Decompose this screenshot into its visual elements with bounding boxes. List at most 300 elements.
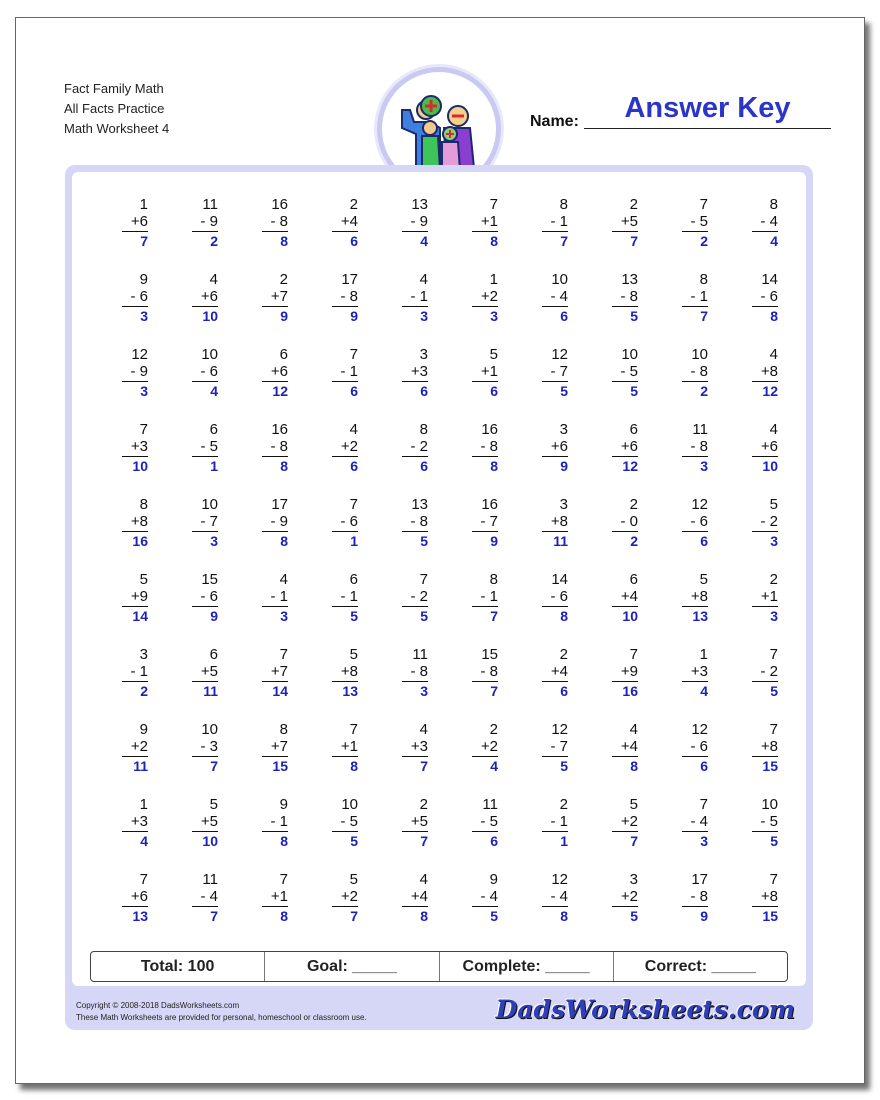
problem-item xyxy=(104,646,148,700)
problem-item xyxy=(594,646,638,700)
problem-operator-number: - 4 xyxy=(690,813,708,830)
brand-logo: DadsWorksheets.com xyxy=(495,995,795,1024)
problem-answer: 14 xyxy=(132,608,148,624)
problem-item xyxy=(384,796,428,850)
problem-operator-number: +8 xyxy=(550,513,568,530)
problem-operator-number: - 8 xyxy=(690,363,708,380)
problem-rule xyxy=(542,681,568,682)
problem-operator-number: - 3 xyxy=(200,738,218,755)
problem-answer: 7 xyxy=(350,908,358,924)
problem-item xyxy=(594,496,638,550)
problem-operator-number: - 4 xyxy=(550,888,568,905)
problem-operator-number: - 1 xyxy=(340,588,358,605)
problem-item xyxy=(174,346,218,400)
problem-rule xyxy=(192,831,218,832)
problem-item xyxy=(594,346,638,400)
problem-top-number: 5 xyxy=(349,871,358,888)
problem-item xyxy=(314,196,358,250)
problem-operator-number: - 6 xyxy=(760,288,778,305)
problem-answer: 3 xyxy=(490,308,498,324)
problem-operator-number: +3 xyxy=(690,663,708,680)
problem-operator-number: - 5 xyxy=(690,213,708,230)
problem-top-number: 16 xyxy=(481,421,498,438)
problem-rule xyxy=(472,606,498,607)
problem-answer: 3 xyxy=(420,683,428,699)
problem-answer: 2 xyxy=(700,233,708,249)
problem-operator-number: +2 xyxy=(130,738,148,755)
problem-top-number: 6 xyxy=(629,571,638,588)
problem-top-number: 16 xyxy=(271,196,288,213)
problem-item xyxy=(244,346,288,400)
problem-rule xyxy=(612,381,638,382)
problem-answer: 12 xyxy=(762,383,778,399)
problem-rule xyxy=(402,306,428,307)
problem-item xyxy=(104,271,148,325)
problem-item xyxy=(454,346,498,400)
problem-top-number: 12 xyxy=(691,721,708,738)
problem-item xyxy=(454,571,498,625)
problem-rule xyxy=(262,531,288,532)
problem-operator-number: - 4 xyxy=(480,888,498,905)
problem-rule xyxy=(402,381,428,382)
problem-item xyxy=(174,196,218,250)
problem-rule xyxy=(682,906,708,907)
totals-bar xyxy=(90,951,788,982)
problem-answer: 6 xyxy=(700,533,708,549)
problem-operator-number: - 6 xyxy=(200,588,218,605)
problem-answer: 8 xyxy=(630,758,638,774)
problem-top-number: 8 xyxy=(489,571,498,588)
problem-operator-number: +2 xyxy=(340,888,358,905)
problem-rule xyxy=(612,906,638,907)
problem-top-number: 1 xyxy=(139,196,148,213)
problem-top-number: 3 xyxy=(629,871,638,888)
problem-rule xyxy=(752,456,778,457)
problem-top-number: 15 xyxy=(481,646,498,663)
problem-operator-number: - 8 xyxy=(410,513,428,530)
problem-item xyxy=(174,646,218,700)
problem-top-number: 8 xyxy=(559,196,568,213)
problem-answer: 7 xyxy=(420,758,428,774)
problem-top-number: 2 xyxy=(769,571,778,588)
problem-item xyxy=(524,571,568,625)
problem-answer: 5 xyxy=(490,908,498,924)
problem-operator-number: +3 xyxy=(130,438,148,455)
problem-top-number: 2 xyxy=(419,796,428,813)
problem-operator-number: - 8 xyxy=(690,888,708,905)
problem-item xyxy=(454,646,498,700)
problem-item xyxy=(314,871,358,925)
problem-operator-number: +8 xyxy=(760,738,778,755)
problem-top-number: 4 xyxy=(419,871,428,888)
problem-top-number: 10 xyxy=(201,496,218,513)
problem-operator-number: - 5 xyxy=(480,813,498,830)
problem-top-number: 8 xyxy=(419,421,428,438)
problem-item xyxy=(244,796,288,850)
problem-operator-number: +6 xyxy=(200,288,218,305)
problem-rule xyxy=(542,531,568,532)
problem-operator-number: +2 xyxy=(480,738,498,755)
copyright-text: Copyright © 2008-2018 DadsWorksheets.com xyxy=(76,1001,240,1010)
problem-answer: 2 xyxy=(630,533,638,549)
problem-item xyxy=(594,271,638,325)
problem-answer: 16 xyxy=(622,683,638,699)
problem-top-number: 7 xyxy=(349,721,358,738)
problem-operator-number: - 1 xyxy=(270,813,288,830)
problem-rule xyxy=(682,381,708,382)
problem-answer: 10 xyxy=(202,308,218,324)
problem-answer: 10 xyxy=(762,458,778,474)
problem-answer: 8 xyxy=(770,308,778,324)
problem-answer: 5 xyxy=(630,308,638,324)
problem-rule xyxy=(752,306,778,307)
problem-item xyxy=(244,196,288,250)
problem-answer: 6 xyxy=(560,683,568,699)
problem-answer: 2 xyxy=(210,233,218,249)
problem-item xyxy=(454,271,498,325)
problem-item xyxy=(524,496,568,550)
problem-item xyxy=(174,571,218,625)
problem-answer: 8 xyxy=(350,758,358,774)
problem-answer: 8 xyxy=(280,458,288,474)
problem-top-number: 7 xyxy=(769,721,778,738)
problem-operator-number: - 6 xyxy=(550,588,568,605)
problem-operator-number: +4 xyxy=(550,663,568,680)
problem-answer: 7 xyxy=(630,833,638,849)
problem-rule xyxy=(752,906,778,907)
problem-rule xyxy=(472,906,498,907)
problem-top-number: 9 xyxy=(139,721,148,738)
problem-rule xyxy=(752,381,778,382)
problem-operator-number: - 1 xyxy=(340,363,358,380)
problem-answer: 8 xyxy=(280,233,288,249)
problem-answer: 13 xyxy=(692,608,708,624)
problem-top-number: 8 xyxy=(279,721,288,738)
problem-item xyxy=(454,721,498,775)
problem-rule xyxy=(122,531,148,532)
problem-answer: 11 xyxy=(133,758,148,774)
problem-rule xyxy=(612,531,638,532)
problem-top-number: 7 xyxy=(349,496,358,513)
name-label: Name: xyxy=(530,113,579,130)
problem-top-number: 9 xyxy=(279,796,288,813)
problem-top-number: 2 xyxy=(489,721,498,738)
problem-answer: 5 xyxy=(630,908,638,924)
problem-operator-number: +4 xyxy=(340,213,358,230)
problem-rule xyxy=(122,606,148,607)
problem-item xyxy=(524,871,568,925)
problem-answer: 15 xyxy=(762,758,778,774)
problem-rule xyxy=(122,756,148,757)
problem-operator-number: +4 xyxy=(620,588,638,605)
problem-top-number: 6 xyxy=(209,421,218,438)
problem-item xyxy=(524,346,568,400)
problem-answer: 3 xyxy=(210,533,218,549)
problem-rule xyxy=(612,756,638,757)
problem-rule xyxy=(402,681,428,682)
problem-operator-number: +7 xyxy=(270,738,288,755)
problem-operator-number: - 9 xyxy=(270,513,288,530)
problem-item xyxy=(664,871,708,925)
problem-item xyxy=(524,646,568,700)
problem-item xyxy=(104,871,148,925)
problem-answer: 7 xyxy=(630,233,638,249)
problem-top-number: 1 xyxy=(489,271,498,288)
problem-answer: 6 xyxy=(350,233,358,249)
problem-rule xyxy=(542,606,568,607)
problem-item xyxy=(244,271,288,325)
problem-answer: 6 xyxy=(420,458,428,474)
problem-operator-number: +8 xyxy=(760,363,778,380)
problem-top-number: 6 xyxy=(629,421,638,438)
problem-operator-number: +9 xyxy=(620,663,638,680)
problem-top-number: 6 xyxy=(209,646,218,663)
problem-item xyxy=(594,196,638,250)
problem-operator-number: - 1 xyxy=(550,813,568,830)
problem-operator-number: - 1 xyxy=(550,213,568,230)
problem-top-number: 2 xyxy=(629,496,638,513)
problem-answer: 4 xyxy=(700,683,708,699)
problem-answer: 13 xyxy=(132,908,148,924)
problem-rule xyxy=(402,906,428,907)
problem-answer: 5 xyxy=(630,383,638,399)
problem-answer: 6 xyxy=(420,383,428,399)
problem-answer: 3 xyxy=(280,608,288,624)
problem-top-number: 16 xyxy=(481,496,498,513)
problem-top-number: 9 xyxy=(139,271,148,288)
problems-grid xyxy=(72,172,806,986)
problem-rule xyxy=(332,681,358,682)
problem-item xyxy=(664,271,708,325)
problem-rule xyxy=(752,606,778,607)
problem-answer: 5 xyxy=(560,383,568,399)
problem-answer: 6 xyxy=(700,758,708,774)
problem-operator-number: +4 xyxy=(410,888,428,905)
title-line-1: Fact Family Math xyxy=(64,81,164,96)
problem-item xyxy=(454,421,498,475)
problem-operator-number: +1 xyxy=(760,588,778,605)
problem-answer: 3 xyxy=(700,833,708,849)
problem-top-number: 6 xyxy=(279,346,288,363)
problem-item xyxy=(244,721,288,775)
problem-operator-number: - 9 xyxy=(130,363,148,380)
problem-operator-number: - 1 xyxy=(410,288,428,305)
problem-operator-number: - 5 xyxy=(760,813,778,830)
problem-answer: 4 xyxy=(770,233,778,249)
problem-answer: 3 xyxy=(420,308,428,324)
problem-rule xyxy=(332,906,358,907)
problem-rule xyxy=(122,681,148,682)
problem-answer: 8 xyxy=(490,458,498,474)
problem-top-number: 2 xyxy=(559,646,568,663)
problem-item xyxy=(384,346,428,400)
problem-top-number: 4 xyxy=(209,271,218,288)
problem-item xyxy=(734,196,778,250)
problem-operator-number: +6 xyxy=(130,888,148,905)
problem-operator-number: - 7 xyxy=(550,738,568,755)
problem-operator-number: - 8 xyxy=(340,288,358,305)
problem-rule xyxy=(542,456,568,457)
problem-rule xyxy=(682,756,708,757)
problem-operator-number: - 2 xyxy=(410,438,428,455)
problem-top-number: 4 xyxy=(769,421,778,438)
problem-answer: 7 xyxy=(490,683,498,699)
problem-operator-number: +2 xyxy=(340,438,358,455)
problem-top-number: 15 xyxy=(201,571,218,588)
problem-item xyxy=(104,196,148,250)
problem-operator-number: +6 xyxy=(760,438,778,455)
problem-answer: 5 xyxy=(420,608,428,624)
problem-answer: 6 xyxy=(350,458,358,474)
problem-answer: 15 xyxy=(272,758,288,774)
problem-rule xyxy=(402,231,428,232)
problem-operator-number: - 2 xyxy=(760,513,778,530)
problem-operator-number: - 9 xyxy=(410,213,428,230)
problem-top-number: 4 xyxy=(419,271,428,288)
problem-operator-number: +6 xyxy=(130,213,148,230)
problem-top-number: 4 xyxy=(279,571,288,588)
problem-rule xyxy=(122,381,148,382)
problem-top-number: 4 xyxy=(629,721,638,738)
problem-top-number: 8 xyxy=(139,496,148,513)
problem-item xyxy=(594,871,638,925)
problem-rule xyxy=(542,381,568,382)
problem-answer: 12 xyxy=(272,383,288,399)
problem-item xyxy=(104,796,148,850)
problem-rule xyxy=(542,231,568,232)
problem-top-number: 2 xyxy=(629,196,638,213)
problem-top-number: 14 xyxy=(761,271,778,288)
problem-rule xyxy=(472,306,498,307)
problem-top-number: 7 xyxy=(139,421,148,438)
problem-top-number: 5 xyxy=(349,646,358,663)
problem-top-number: 1 xyxy=(139,796,148,813)
problem-rule xyxy=(752,756,778,757)
problem-operator-number: +7 xyxy=(270,663,288,680)
problem-top-number: 13 xyxy=(411,496,428,513)
problem-operator-number: +2 xyxy=(480,288,498,305)
problem-operator-number: - 6 xyxy=(200,363,218,380)
problem-item xyxy=(314,421,358,475)
problem-item xyxy=(384,421,428,475)
problem-operator-number: +1 xyxy=(480,213,498,230)
problem-top-number: 5 xyxy=(699,571,708,588)
problem-rule xyxy=(332,756,358,757)
problem-answer: 4 xyxy=(490,758,498,774)
problem-rule xyxy=(332,381,358,382)
problem-item xyxy=(454,796,498,850)
problem-top-number: 10 xyxy=(551,271,568,288)
problem-item xyxy=(524,721,568,775)
problem-operator-number: - 4 xyxy=(760,213,778,230)
problem-top-number: 7 xyxy=(489,196,498,213)
problem-operator-number: - 8 xyxy=(270,213,288,230)
problem-item xyxy=(384,496,428,550)
problem-top-number: 7 xyxy=(769,646,778,663)
problem-answer: 16 xyxy=(132,533,148,549)
problem-answer: 7 xyxy=(490,608,498,624)
problem-top-number: 9 xyxy=(489,871,498,888)
problem-rule xyxy=(682,456,708,457)
problem-operator-number: +5 xyxy=(410,813,428,830)
problem-operator-number: - 5 xyxy=(200,438,218,455)
problem-answer: 14 xyxy=(272,683,288,699)
problem-answer: 2 xyxy=(700,383,708,399)
problem-answer: 8 xyxy=(490,233,498,249)
problem-top-number: 2 xyxy=(279,271,288,288)
problem-operator-number: - 7 xyxy=(480,513,498,530)
problem-top-number: 8 xyxy=(699,271,708,288)
problem-rule xyxy=(122,231,148,232)
problem-operator-number: - 8 xyxy=(410,663,428,680)
problem-answer: 7 xyxy=(140,233,148,249)
problem-answer: 1 xyxy=(560,833,568,849)
problem-rule xyxy=(752,681,778,682)
problem-top-number: 11 xyxy=(482,796,498,813)
problem-operator-number: - 8 xyxy=(270,438,288,455)
copyright-notice xyxy=(76,1000,367,1024)
problem-top-number: 7 xyxy=(699,196,708,213)
problem-operator-number: +8 xyxy=(760,888,778,905)
problem-item xyxy=(454,496,498,550)
problem-rule xyxy=(472,456,498,457)
problem-answer: 9 xyxy=(490,533,498,549)
problem-item xyxy=(244,421,288,475)
answer-key-text: Answer Key xyxy=(624,92,791,124)
problem-rule xyxy=(682,681,708,682)
problem-rule xyxy=(192,756,218,757)
problem-item xyxy=(174,721,218,775)
problem-item xyxy=(314,646,358,700)
problem-answer: 6 xyxy=(350,383,358,399)
problem-top-number: 1 xyxy=(699,646,708,663)
problem-answer: 5 xyxy=(350,833,358,849)
problem-operator-number: +6 xyxy=(550,438,568,455)
problem-operator-number: - 5 xyxy=(620,363,638,380)
problem-item xyxy=(174,871,218,925)
problem-answer: 3 xyxy=(140,383,148,399)
problem-top-number: 17 xyxy=(691,871,708,888)
problem-rule xyxy=(612,306,638,307)
problem-top-number: 5 xyxy=(769,496,778,513)
problem-operator-number: +6 xyxy=(270,363,288,380)
problem-top-number: 10 xyxy=(621,346,638,363)
problem-rule xyxy=(192,306,218,307)
problem-operator-number: - 7 xyxy=(200,513,218,530)
problem-rule xyxy=(192,231,218,232)
problem-rule xyxy=(192,606,218,607)
problem-item xyxy=(104,721,148,775)
problem-item xyxy=(664,346,708,400)
problem-rule xyxy=(192,681,218,682)
problem-answer: 3 xyxy=(140,308,148,324)
problem-top-number: 3 xyxy=(419,346,428,363)
problem-operator-number: +7 xyxy=(270,288,288,305)
problem-rule xyxy=(262,756,288,757)
name-line xyxy=(584,128,831,129)
complete-field: Complete: _____ xyxy=(440,952,614,981)
problem-operator-number: +3 xyxy=(410,363,428,380)
problem-rule xyxy=(472,531,498,532)
problem-answer: 6 xyxy=(490,833,498,849)
problem-top-number: 6 xyxy=(349,571,358,588)
problem-item xyxy=(244,646,288,700)
problem-item xyxy=(734,571,778,625)
problem-rule xyxy=(262,831,288,832)
problem-item xyxy=(594,421,638,475)
problem-operator-number: +6 xyxy=(620,438,638,455)
problem-answer: 9 xyxy=(280,308,288,324)
